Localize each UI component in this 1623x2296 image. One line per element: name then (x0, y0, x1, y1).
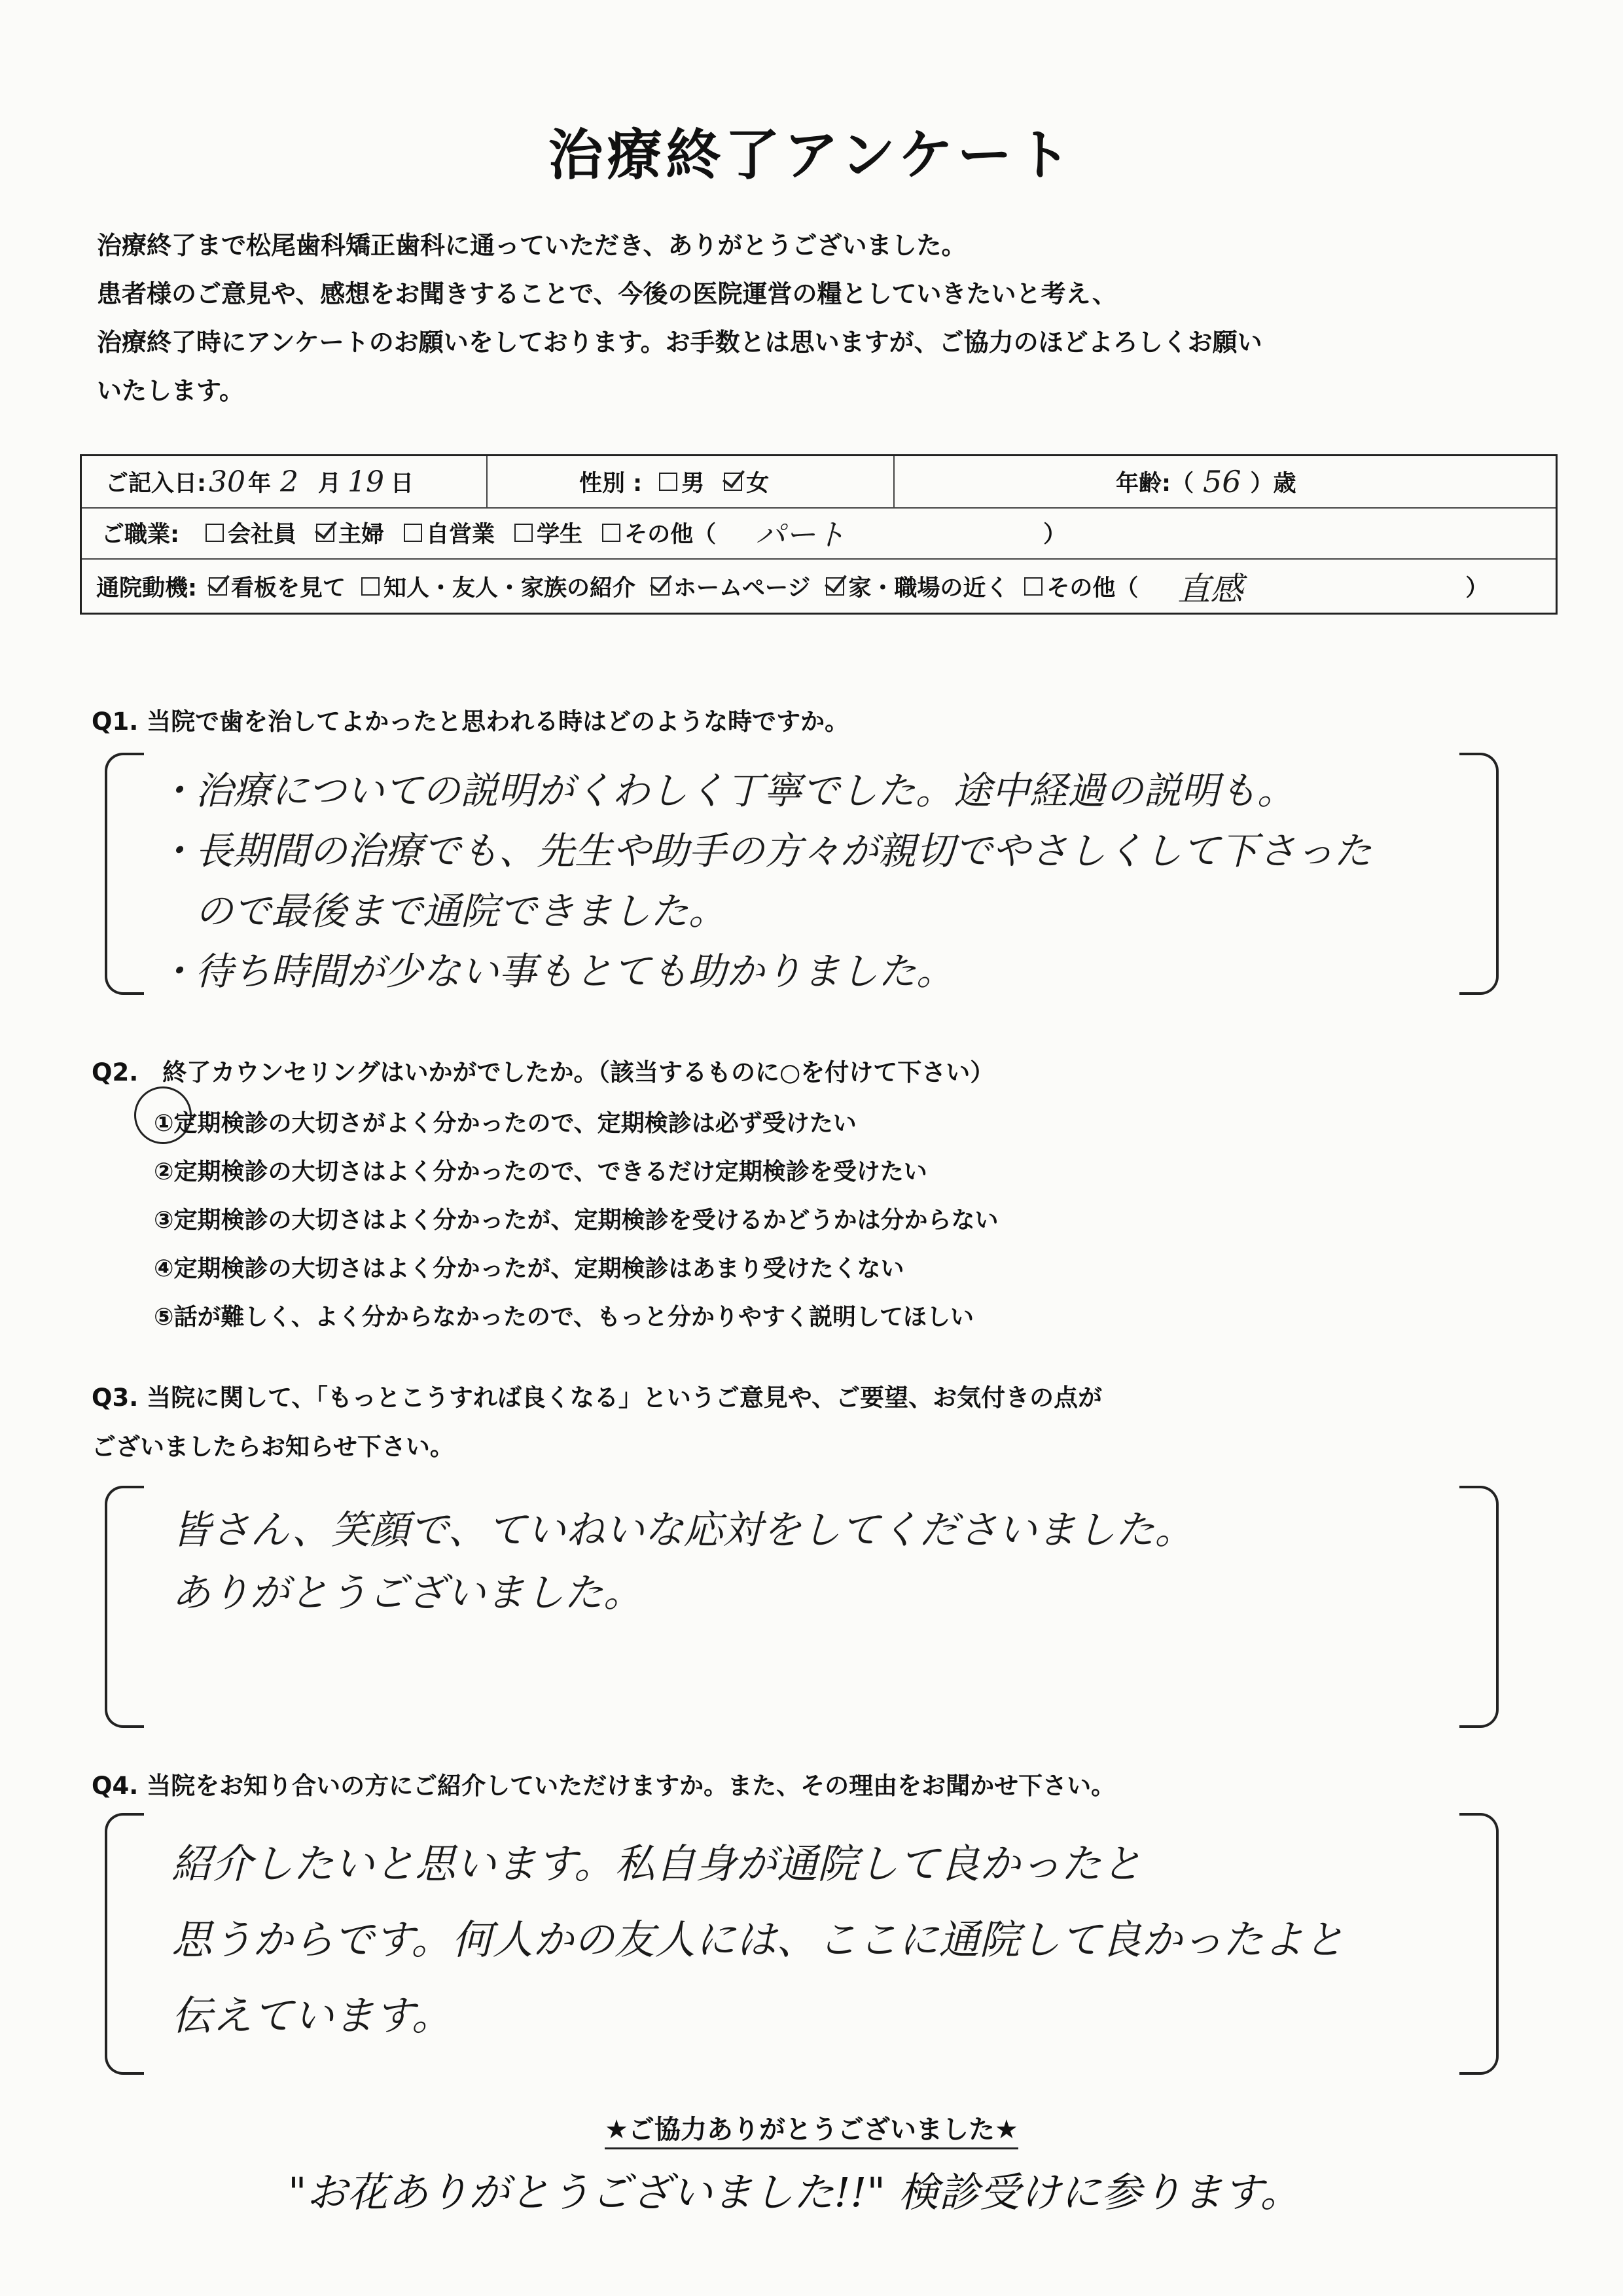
occupation-field (101, 507, 1066, 558)
option-label: 看板を見て (231, 575, 346, 601)
job-option-office[interactable] (205, 516, 296, 549)
thanks-message (0, 2109, 1623, 2146)
option-label: 学生 (537, 522, 583, 548)
q2-choice[interactable]: ①定期検診の大切さがよく分かったので、定期検診は必ず受けたい (154, 1110, 857, 1137)
intro-line: 患者様のご意見や、感想をお聞きすることで、今後の医院運営の糧としていきたいと考え、 (97, 279, 1117, 308)
age-value: 56 (1203, 464, 1241, 499)
q3-bracket-right (1459, 1486, 1499, 1728)
option-label: 主婦 (338, 522, 385, 548)
checkbox-icon[interactable] (205, 524, 224, 542)
option-label: 会社員 (228, 522, 297, 548)
intro-line: いたします。 (97, 376, 244, 405)
date-label: ご記入日: (105, 471, 206, 497)
option-label: 男 (681, 471, 705, 497)
age-unit: ）歳 (1250, 471, 1296, 497)
motive-close-paren: ） (1465, 575, 1489, 601)
divider (893, 456, 895, 507)
thanks-text: ★ご協力ありがとうございました★ (605, 2115, 1018, 2149)
intro-line: 治療終了時にアンケートのお願いをしております。お手数とは思いますが、ご協力のほどよろしくお願い (97, 328, 1262, 357)
checkbox-checked-icon[interactable] (209, 577, 227, 596)
intro-line: 治療終了まで松尾歯科矯正歯科に通っていただき、ありがとうございました。 (97, 231, 967, 260)
gender-female-option[interactable] (724, 465, 769, 498)
checkbox-icon[interactable] (514, 524, 533, 542)
q3-question-line1: Q3. 当院に関して、「もっとこうすれば良くなる」というご意見や、ご要望、お気付きの点が (92, 1384, 1103, 1412)
motive-option-referral[interactable] (361, 570, 635, 603)
date-month-value: 2 (280, 465, 299, 499)
row-occupation (82, 507, 1556, 560)
answer-line: 伝えています。 (171, 1992, 453, 2039)
age-label: 年齢:（ (1116, 471, 1194, 497)
checkbox-icon[interactable] (404, 524, 422, 542)
q4-bracket-right (1459, 1813, 1499, 2075)
job-other-value: パート (755, 517, 846, 552)
q2-choice[interactable]: ②定期検診の大切さはよく分かったので、できるだけ定期検診を受けたい (154, 1158, 927, 1185)
job-close-paren: ） (1043, 522, 1067, 548)
option-label: その他（ (624, 522, 717, 548)
answer-line: 皆さん、笑顔で、ていねいな応対をしてくださいました。 (171, 1507, 1194, 1553)
motive-field (96, 558, 1488, 615)
q1-question: Q1. 当院で歯を治してよかったと思われる時はどのような時ですか。 (92, 708, 849, 736)
answer-line: ・長期間の治療でも、先生や助手の方々が親切でやさしくして下さった (157, 829, 1372, 873)
checkbox-icon[interactable] (602, 524, 620, 542)
q2-choice[interactable]: ⑤話が難しく、よく分からなかったので、もっと分かりやすく説明してほしい (154, 1304, 974, 1331)
answer-line: ・治療についての説明がくわしく丁寧でした。途中経過の説明も。 (157, 768, 1295, 813)
motive-option-other[interactable] (1024, 570, 1138, 603)
q3-answer[interactable] (171, 1499, 1194, 1624)
answer-line: 思うからです。何人かの友人には、ここに通院して良かったよと (171, 1916, 1345, 1964)
handwritten-footer-note: "お花ありがとうございました!!" 検診受けに参ります。 (288, 2168, 1301, 2216)
q4-bracket-left (105, 1813, 144, 2075)
q1-bracket-right (1459, 753, 1499, 995)
respondent-info-table (80, 454, 1558, 615)
option-label: 自営業 (426, 522, 495, 548)
motive-option-signboard[interactable] (209, 570, 346, 603)
q2-question: Q2. 終了カウンセリングはいかがでしたか。（該当するものに○を付けて下さい） (92, 1058, 995, 1086)
date-year-value: 30 (209, 465, 245, 499)
q3-bracket-left (105, 1486, 144, 1728)
q4-question: Q4. 当院をお知り合いの方にご紹介していただけますか。また、その理由をお聞かせ下さい。 (92, 1772, 1116, 1800)
checkbox-icon[interactable] (659, 473, 677, 491)
checkbox-checked-icon[interactable] (724, 473, 742, 491)
day-unit: 日 (391, 471, 414, 497)
intro-text (97, 221, 1524, 415)
answer-line: ありがとうございました。 (171, 1570, 643, 1616)
checkbox-checked-icon[interactable] (651, 577, 669, 596)
occupation-label: ご職業: (101, 522, 179, 548)
month-unit: 月 (318, 471, 342, 497)
gender-label: 性別 : (579, 471, 643, 497)
option-label: 女 (746, 471, 770, 497)
option-label: その他（ (1046, 575, 1139, 601)
answer-line: ・待ち時間が少ない事もとても助かりました。 (157, 949, 955, 994)
q2-choice-list (154, 1100, 998, 1342)
option-label: ホームページ (673, 575, 811, 601)
q3-question-line2: ございましたらお知らせ下さい。 (92, 1433, 454, 1461)
job-option-housewife[interactable] (316, 516, 384, 549)
row-motive (82, 558, 1556, 615)
checkbox-icon[interactable] (1024, 577, 1043, 596)
job-option-other[interactable] (602, 516, 716, 549)
motive-label: 通院動機: (96, 575, 197, 601)
answer-line: ので最後まで通院できました。 (157, 889, 727, 933)
page-title: 治療終了アンケート (548, 123, 1075, 187)
age-field[interactable] (1116, 456, 1296, 507)
job-option-self-employed[interactable] (404, 516, 495, 549)
checkbox-checked-icon[interactable] (316, 524, 334, 542)
q2-choice[interactable]: ④定期検診の大切さはよく分かったが、定期検診はあまり受けたくない (154, 1255, 904, 1282)
gender-field (579, 456, 789, 507)
q1-answer[interactable] (157, 761, 1372, 1001)
row-date-gender-age (82, 456, 1556, 509)
year-unit: 年 (248, 471, 272, 497)
motive-option-near-home-work[interactable] (826, 570, 1008, 603)
divider (486, 456, 488, 507)
date-day-value: 19 (348, 465, 385, 499)
job-option-student[interactable] (514, 516, 582, 549)
gender-male-option[interactable] (659, 465, 704, 498)
answer-line: 紹介したいと思います。私自身が通院して良かったと (171, 1840, 1143, 1888)
checkbox-icon[interactable] (361, 577, 380, 596)
motive-other-value: 直感 (1177, 570, 1243, 608)
option-label: 家・職場の近く (848, 575, 1009, 601)
q4-answer[interactable] (171, 1826, 1344, 2054)
checkbox-checked-icon[interactable] (826, 577, 844, 596)
option-label: 知人・友人・家族の紹介 (383, 575, 636, 601)
q2-choice[interactable]: ③定期検診の大切さはよく分かったが、定期検診を受けるかどうかは分からない (154, 1207, 999, 1234)
q1-bracket-left (105, 753, 144, 995)
motive-option-homepage[interactable] (651, 570, 810, 603)
date-field[interactable] (105, 456, 414, 507)
